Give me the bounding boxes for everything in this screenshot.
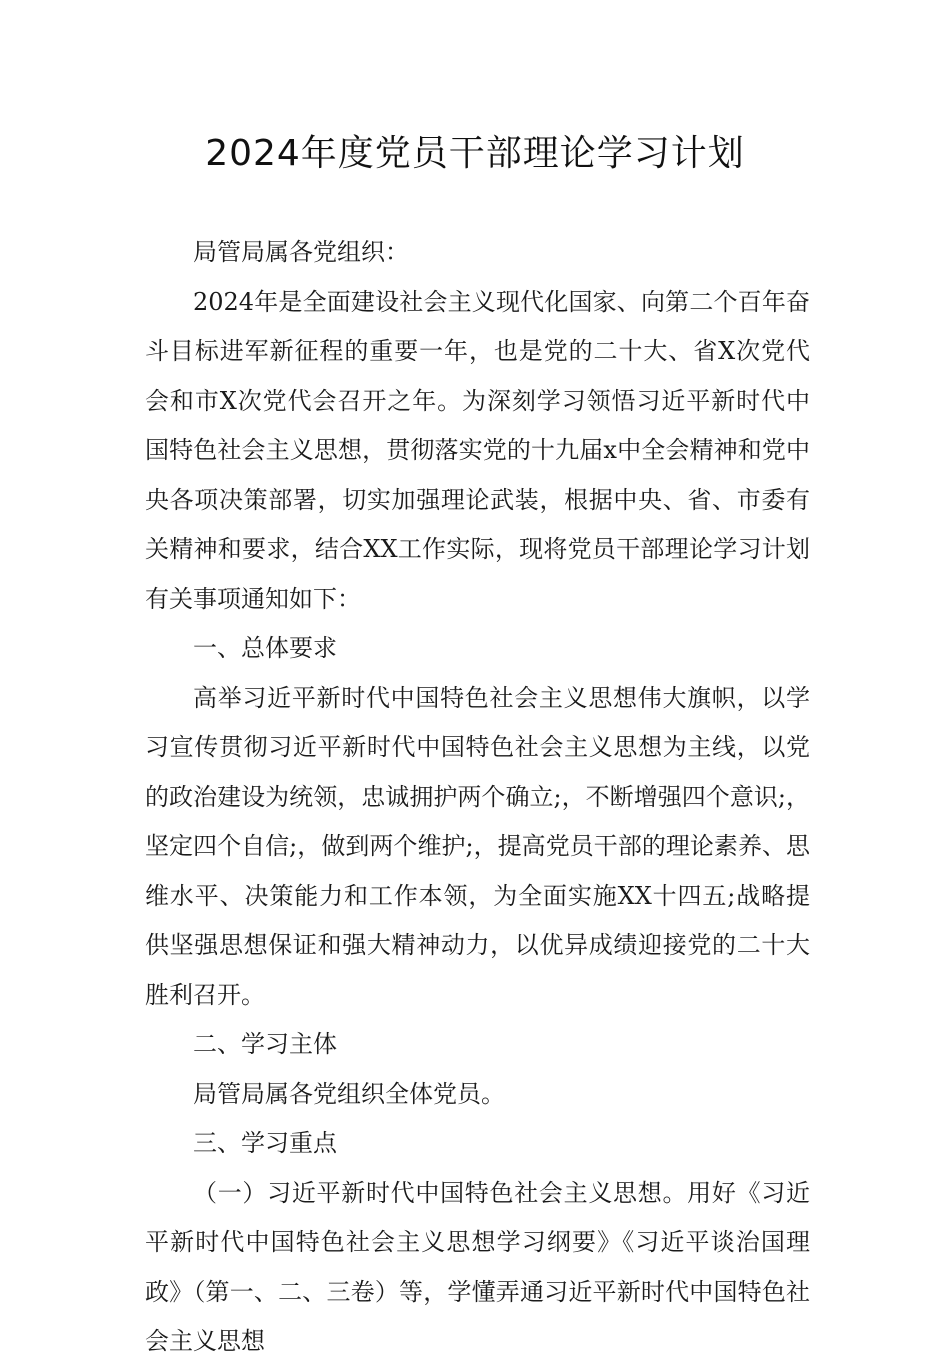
section-paragraph-3: （一）习近平新时代中国特色社会主义思想。用好《习近平新时代中国特色社会主义思想学习纲要》《习近平谈治国理政》（第一、二、三卷）等，学懂弄通习近平新时代中国特色社会主义思想 [145, 1178, 810, 1355]
section-heading-2: 二、学习主体 [193, 1030, 337, 1058]
salutation: 局管局属各党组织： [193, 238, 409, 266]
intro-paragraph: 2024年是全面建设社会主义现代化国家、向第二个百年奋斗目标进军新征程的重要一年，也是党的二十大、省X次党代会和市X次党代会召开之年。为深刻学习领悟习近平新时代中国特色社会主义思想，贯彻落实党的十九届x中全会精神和党中央各项决策部署，切实加强理论武装，根据中央、省、市委有关精神和要求，结合XX工作实际，现将党员干部理论学习计划有关事项通知如下： [145, 287, 810, 613]
section-heading-3: 三、学习重点 [193, 1129, 337, 1157]
section-paragraph-2: 局管局属各党组织全体党员。 [193, 1079, 505, 1108]
document-title: 2024年度党员干部理论学习计划 [205, 133, 745, 174]
document-body [145, 228, 810, 1367]
section-heading-1: 一、总体要求 [193, 634, 337, 662]
section-paragraph-1: 高举习近平新时代中国特色社会主义思想伟大旗帜，以学习宣传贯彻习近平新时代中国特色社会主义思想为主线，以党的政治建设为统领，忠诚拥护两个确立;，不断增强四个意识;，坚定四个自信;，做到两个维护;，提高党员干部的理论素养、思维水平、决策能力和工作本领，为全面实施XX十四五;战略提供坚强思想保证和强大精神动力，以优异成绩迎接党的二十大胜利召开。 [145, 683, 810, 1009]
